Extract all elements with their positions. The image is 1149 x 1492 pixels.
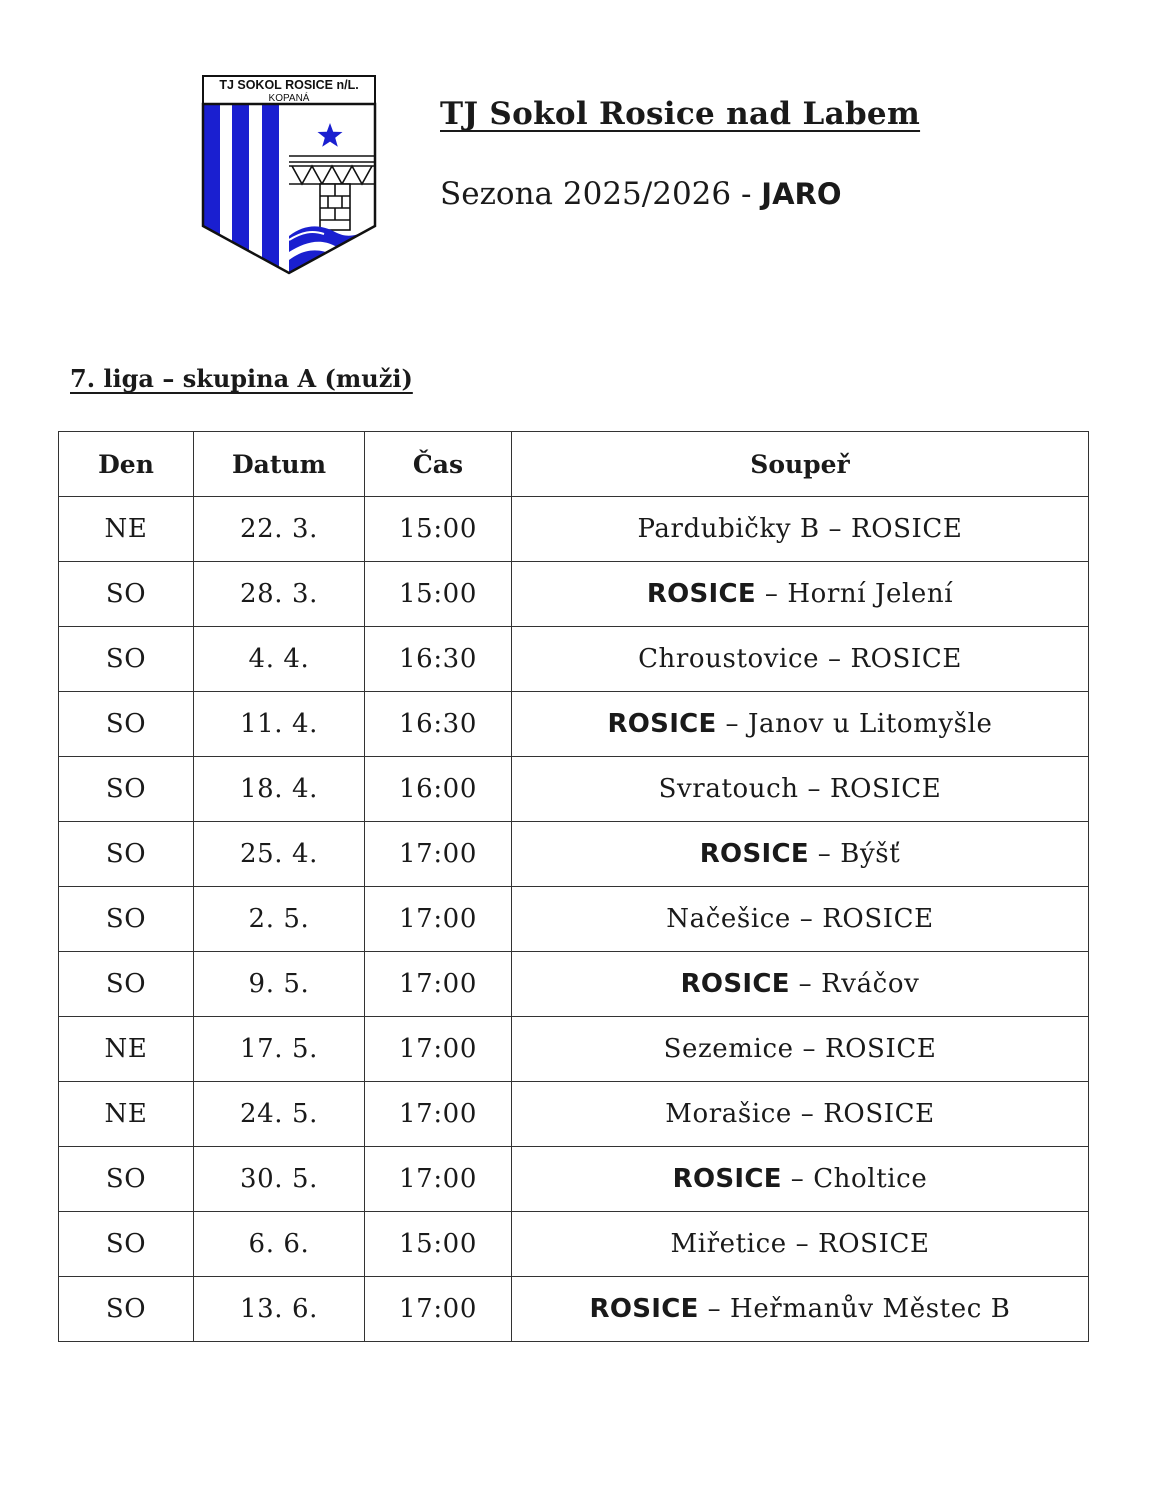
cell-day: SO: [59, 562, 194, 627]
match-away-team: Janov u Litomyšle: [747, 709, 993, 739]
match-dash: –: [789, 969, 822, 999]
match-away-team: ROSICE: [850, 644, 962, 674]
table-row: [59, 1147, 1089, 1212]
match-dash: –: [698, 1294, 731, 1324]
match-dash: –: [781, 1164, 814, 1194]
cell-opponent: [512, 562, 1089, 627]
cell-opponent: [512, 627, 1089, 692]
match-home-team: ROSICE: [699, 839, 809, 869]
cell-time: 17:00: [365, 1277, 512, 1342]
match-away-team: Choltice: [813, 1164, 928, 1194]
cell-day: SO: [59, 887, 194, 952]
match-home-team: Sezemice: [663, 1034, 794, 1064]
cell-day: SO: [59, 1147, 194, 1212]
cell-time: 17:00: [365, 1147, 512, 1212]
cell-opponent: [512, 822, 1089, 887]
match-home-team: ROSICE: [672, 1164, 782, 1194]
cell-date: 18. 4.: [194, 757, 365, 822]
cell-date: 30. 5.: [194, 1147, 365, 1212]
cell-opponent: [512, 497, 1089, 562]
cell-day: SO: [59, 822, 194, 887]
match-home-team: Morašice: [665, 1099, 792, 1129]
header-time: Čas: [365, 432, 512, 497]
cell-opponent: [512, 887, 1089, 952]
match-away-team: Býšť: [840, 839, 901, 869]
season-separator: -: [731, 176, 762, 212]
match-home-team: ROSICE: [607, 709, 717, 739]
cell-opponent: [512, 1212, 1089, 1277]
match-dash: –: [716, 709, 748, 739]
header-opponent: Soupeř: [512, 432, 1089, 497]
cell-date: 25. 4.: [194, 822, 365, 887]
cell-day: SO: [59, 1212, 194, 1277]
cell-day: NE: [59, 497, 194, 562]
match-home-team: Miřetice: [670, 1229, 787, 1259]
cell-time: 16:30: [365, 692, 512, 757]
crest-text-line1: TJ SOKOL ROSICE n/L.: [219, 78, 359, 92]
table-row: [59, 1082, 1089, 1147]
cell-opponent: [512, 1082, 1089, 1147]
cell-date: 11. 4.: [194, 692, 365, 757]
table-row: [59, 952, 1089, 1017]
match-dash: –: [755, 579, 788, 609]
match-home-team: ROSICE: [589, 1294, 699, 1324]
table-header-row: [59, 432, 1089, 497]
cell-date: 9. 5.: [194, 952, 365, 1017]
fixture-rows: [59, 497, 1089, 1342]
crest-stripe: [203, 102, 220, 276]
cell-time: 16:30: [365, 627, 512, 692]
header-date: Datum: [194, 432, 365, 497]
cell-time: 17:00: [365, 1017, 512, 1082]
match-away-team: Heřmanův Městec B: [730, 1294, 1011, 1324]
table-row: [59, 497, 1089, 562]
cell-day: SO: [59, 692, 194, 757]
cell-time: 17:00: [365, 1082, 512, 1147]
cell-opponent: [512, 952, 1089, 1017]
table-row: [59, 562, 1089, 627]
cell-day: SO: [59, 1277, 194, 1342]
match-dash: –: [808, 839, 841, 869]
season-prefix: Sezona 2025/2026: [440, 176, 732, 212]
match-away-team: ROSICE: [823, 1099, 935, 1129]
cell-day: NE: [59, 1017, 194, 1082]
match-away-team: Rváčov: [821, 969, 920, 999]
cell-day: SO: [59, 952, 194, 1017]
header-day: Den: [59, 432, 194, 497]
cell-day: SO: [59, 757, 194, 822]
season-phase: JARO: [761, 177, 842, 211]
match-away-team: Horní Jelení: [787, 579, 954, 609]
cell-day: SO: [59, 627, 194, 692]
club-title: TJ Sokol Rosice nad Labem: [440, 96, 921, 132]
match-home-team: ROSICE: [680, 969, 790, 999]
cell-time: 15:00: [365, 562, 512, 627]
cell-time: 17:00: [365, 822, 512, 887]
cell-date: 17. 5.: [194, 1017, 365, 1082]
table-row: [59, 1017, 1089, 1082]
cell-day: NE: [59, 1082, 194, 1147]
club-crest-logo: [200, 74, 378, 276]
match-home-team: Pardubičky B: [637, 514, 820, 544]
table-row: [59, 887, 1089, 952]
match-dash: –: [786, 1229, 819, 1259]
crest-text-line2: KOPANÁ: [268, 93, 310, 104]
match-dash: –: [791, 1099, 824, 1129]
table-row: [59, 692, 1089, 757]
cell-date: 2. 5.: [194, 887, 365, 952]
table-row: [59, 822, 1089, 887]
league-title: 7. liga – skupina A (muži): [70, 364, 413, 393]
match-home-team: Chroustovice: [638, 644, 820, 674]
match-away-team: ROSICE: [822, 904, 934, 934]
cell-time: 17:00: [365, 887, 512, 952]
match-home-team: Svratouch: [658, 774, 799, 804]
match-away-team: ROSICE: [851, 514, 963, 544]
match-away-team: ROSICE: [829, 774, 942, 804]
match-dash: –: [793, 1034, 825, 1064]
crest-stripe: [262, 102, 279, 276]
match-away-team: ROSICE: [818, 1229, 930, 1259]
cell-date: 22. 3.: [194, 497, 365, 562]
season-line: [440, 176, 842, 212]
match-home-team: ROSICE: [646, 579, 756, 609]
cell-date: 24. 5.: [194, 1082, 365, 1147]
table-row: [59, 757, 1089, 822]
match-dash: –: [819, 644, 851, 674]
cell-date: 13. 6.: [194, 1277, 365, 1342]
cell-date: 28. 3.: [194, 562, 365, 627]
table-row: [59, 627, 1089, 692]
match-dash: –: [819, 514, 852, 544]
cell-time: 17:00: [365, 952, 512, 1017]
cell-opponent: [512, 692, 1089, 757]
table-row: [59, 1212, 1089, 1277]
cell-time: 15:00: [365, 497, 512, 562]
table-row: [59, 1277, 1089, 1342]
cell-date: 4. 4.: [194, 627, 365, 692]
cell-opponent: [512, 757, 1089, 822]
match-home-team: Načešice: [666, 904, 791, 934]
match-dash: –: [798, 774, 830, 804]
cell-opponent: [512, 1277, 1089, 1342]
cell-time: 16:00: [365, 757, 512, 822]
match-away-team: ROSICE: [824, 1034, 937, 1064]
cell-opponent: [512, 1017, 1089, 1082]
fixtures-table: [58, 431, 1089, 1342]
cell-opponent: [512, 1147, 1089, 1212]
cell-date: 6. 6.: [194, 1212, 365, 1277]
match-dash: –: [790, 904, 823, 934]
cell-time: 15:00: [365, 1212, 512, 1277]
